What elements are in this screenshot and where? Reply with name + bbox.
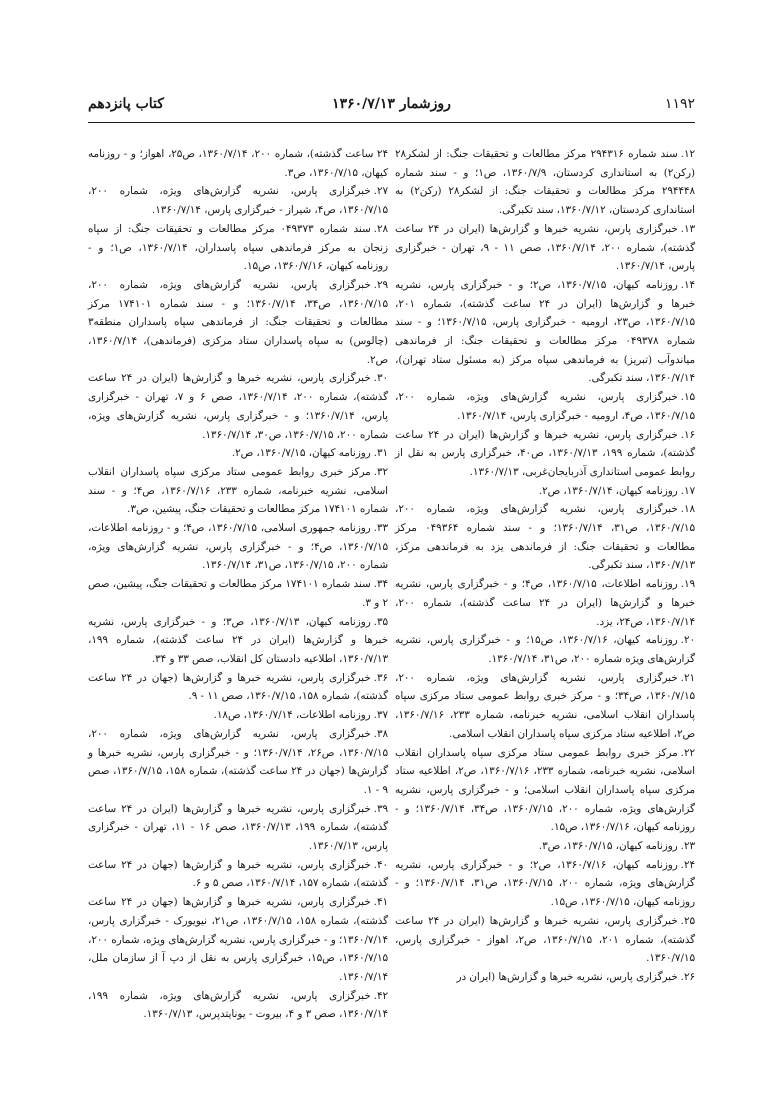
footnote xyxy=(395,276,695,388)
running-title: روزشمار ۱۳۶۰/۷/۱۳ xyxy=(332,96,451,112)
footnote xyxy=(395,220,695,276)
footnote xyxy=(395,500,695,575)
footnote-text: سند شماره ۰۴۹۳۷۳ مرکز مطالعات و تحقیقات جنگ: از سپاه زنجان به مرکز فرماندهی سپاه پاسداران، ۱۳۶۰/۷/۱۴، ص۱؛ و - روزنامه کیهان، ۱۳۶۰/۷/۱۶، ص۱۵. xyxy=(88,222,388,273)
footnote-text: مرکز خبری روابط عمومی ستاد مرکزی سپاه پاسداران انقلاب اسلامی، نشریه خبرنامه، شماره ۲۳۳، ۱۳۶۰/۷/۱۶، ص۲، اطلاعیه ستاد مرکزی سپاه پاسداران انقلاب اسلامی؛ و - خبرگزاری پارس، نشریه گزارش‌های ویژه، شماره ۲۰۰، ۱۳۶۰/۷/۱۵، ص۳۴، ۱۳۶۰/۷/۱۴؛ و - روزنامه کیهان، ۱۳۶۰/۷/۱۶، ص۱۵. xyxy=(395,746,695,834)
footnote-text: خبرگزاری پارس، نشریه گزارش‌های ویژه، شماره ۲۰۰، ۱۳۶۰/۷/۱۵، ص۳۱، ۱۳۶۰/۷/۱۴؛ و - سند شماره ۰۴۹۳۶۴ مرکز مطالعات و تحقیقات جنگ: از فرماندهی یزد به فرماندهی مرکز، ۱۳۶۰/۷/۱۳، سند تکبرگی. xyxy=(395,503,695,572)
footnote-text: مرکز خبری روابط عمومی ستاد مرکزی سپاه پاسداران انقلاب اسلامی، نشریه خبرنامه، شماره ۲۳۳، ۱۳۶۰/۷/۱۶، ص۴؛ و - سند شماره ۱۷۴۱۰۱ مرکز مطالعات و تحقیقات جنگ، پیشین، ص۳. xyxy=(88,465,388,516)
footnote-text: خبرگزاری پارس، نشریه خبرها و گزارش‌ها (جهان در ۲۴ ساعت گذشته)، شماره ۱۵۸، ۱۳۶۰/۷/۱۵، صص ۱۱ - ۹. xyxy=(88,671,388,703)
footnote-number: ۱۹. xyxy=(680,578,695,591)
footnote-text: روزنامه کیهان، ۱۳۶۰/۷/۱۶، ص۲؛ و - خبرگزاری پارس، نشریه گزارش‌های ویژه، شماره ۲۰۰، ۱۳۶۰/۷/۱۵، ص۳۱، ۱۳۶۰/۷/۱۴؛ و - روزنامه کیهان، ۱۳۶۰/۷/۱۵، ص۱۵. xyxy=(395,858,695,909)
footnote-number: ۳۸. xyxy=(373,727,388,740)
book-title: کتاب پانزدهم xyxy=(88,96,164,112)
page-number: ۱۱۹۲ xyxy=(664,96,695,112)
footnote-text: روزنامه جمهوری اسلامی، ۱۳۶۰/۷/۱۵، ص۴؛ و - روزنامه اطلاعات، ۱۳۶۰/۷/۱۵، ص۴؛ و - خبرگزاری پارس، نشریه گزارش‌های ویژه، شماره ۲۰۰، ۱۳۶۰/۷/۱۵، ص۳۱، ۱۳۶۰/۷/۱۴. xyxy=(88,522,389,572)
footnote-text: خبرگزاری پارس، نشریه گزارش‌های ویژه، شماره ۲۰۰، ۱۳۶۰/۷/۱۵، ص۲۶، ۱۳۶۰/۷/۱۴؛ و - خبرگزاری پارس، نشریه خبرها و گزارش‌ها (جهان در ۲۴ ساعت گذشته)، شماره ۱۵۸، ۱۳۶۰/۷/۱۵، صص ۹ - ۱. xyxy=(88,727,388,796)
footnote xyxy=(88,220,388,276)
footnote xyxy=(88,519,388,575)
footnote xyxy=(88,800,388,856)
footnote xyxy=(395,856,695,912)
footnote-number: ۳۹. xyxy=(373,802,388,815)
footnote-text: خبرگزاری پارس، نشریه خبرها و گزارش‌ها (ایران در ۲۴ ساعت گذشته)، شماره ۱۹۹، ۱۳۶۰/۷/۱۳، ص۴۰، خبرگزاری پارس به نقل از روابط عمومی استانداری آذربایجان‌غربی، ۱۳۶۰/۷/۱۳. xyxy=(395,428,695,478)
footnote-number: ۱۷. xyxy=(680,484,695,497)
footnote xyxy=(395,426,695,482)
footnote-number: ۱۸. xyxy=(680,503,695,516)
footnote-text: خبرگزاری پارس، نشریه خبرها و گزارش‌ها (ایران در xyxy=(456,970,678,983)
footnote-number: ۳۳. xyxy=(373,522,389,535)
footnote-number: ۱۶. xyxy=(680,428,695,441)
footnote-number: ۲۹. xyxy=(373,278,388,291)
footnote-text: خبرگزاری پارس، نشریه خبرها و گزارش‌ها (ایران در ۲۴ ساعت گذشته)، شماره ۲۰۰، ۱۳۶۰/۷/۱۴، صص ۱۱ - ۹، تهران - خبرگزاری پارس، ۱۳۶۰/۷/۱۴. xyxy=(395,222,695,273)
footnote-number: ۲۵. xyxy=(680,914,695,927)
footnote-text: خبرگزاری پارس، نشریه گزارش‌های ویژه، شماره ۲۰۰، ۱۳۶۰/۷/۱۵، ص۴، شیراز - خبرگزاری پارس، ۱۳۶۰/۷/۱۴. xyxy=(88,185,388,217)
footnote-number: ۱۳. xyxy=(680,222,695,235)
footnote-text: خبرگزاری پارس، نشریه گزارش‌های ویژه، شماره ۲۰۰، ۱۳۶۰/۷/۱۵، ص۳۴؛ و - مرکز خبری روابط عمومی ستاد مرکزی سپاه پاسداران انقلاب اسلامی، نشریه خبرنامه، شماره ۲۳۳، ۱۳۶۰/۷/۱۶، ص۲، اطلاعیه ستاد مرکزی سپاه پاسداران انقلاب اسلامی. xyxy=(395,671,696,740)
footnote-text: خبرگزاری پارس، نشریه گزارش‌های ویژه، شماره ۱۹۹، ۱۳۶۰/۷/۱۴، صص ۳ و ۴، بیروت - یونایتدپرس، ۱۳۶۰/۷/۱۳. xyxy=(88,989,388,1021)
footnote xyxy=(395,145,695,220)
footnote-text: ۲۴ ساعت گذشته)، شماره ۲۰۰، ۱۳۶۰/۷/۱۴، ص۲۵، اهواز؛ و - روزنامه کیهان، ۱۳۶۰/۷/۱۵، ص۳. xyxy=(88,148,388,179)
footnote-text: سند شماره ۲۹۴۳۱۶ مرکز مطالعات و تحقیقات جنگ: از لشکر۲۸ (رکن۲) به استانداری کردستان، ۱۳۶۰/۷/۹، ص۱؛ و - سند شماره ۲۹۴۴۴۸ مرکز مطالعات و تحقیقات جنگ: از لشکر۲۸ (رکن۲) به استانداری کردستان، ۱۳۶۰/۷/۱۲، سند تکبرگی. xyxy=(395,148,695,217)
footnote xyxy=(395,388,695,425)
footnote-number: ۴۱. xyxy=(373,896,389,909)
footnote xyxy=(88,856,388,893)
footnote-text: روزنامه کیهان، ۱۳۶۰/۷/۱۵، ص۲؛ و - خبرگزاری پارس، نشریه خبرها و گزارش‌ها (ایران در ۲۴ ساعت گذشته)، شماره ۲۰۱، ۱۳۶۰/۷/۱۵، ص۲۳، ارومیه - خبرگزاری پارس، ۱۳۶۰/۷/۱۵؛ و - سند شماره ۰۴۹۳۷۸ مرکز مطالعات و تحقیقات جنگ: از فرماندهی میاندوآب (تبریز) به فرماندهی سپاه مرکز (به مسئول ستاد تهران)، ۱۳۶۰/۷/۱۴، سند تکبرگی. xyxy=(395,278,696,385)
footnote-text: خبرگزاری پارس، نشریه خبرها و گزارش‌ها (ایران در ۲۴ ساعت گذشته)، شماره ۲۰۱، ۱۳۶۰/۷/۱۵، ص۲، اهواز - خبرگزاری پارس، ۱۳۶۰/۷/۱۵. xyxy=(395,914,695,965)
footnote-number: ۲۰. xyxy=(680,634,696,647)
footnote xyxy=(395,968,695,987)
footnote-number: ۳۰. xyxy=(373,372,388,385)
footnote-number: ۴۲. xyxy=(373,989,388,1002)
footnote-number: ۲۷. xyxy=(373,185,388,198)
footnote-text: خبرگزاری پارس، نشریه خبرها و گزارش‌ها (ایران در ۲۴ ساعت گذشته)، شماره ۱۹۹، ۱۳۶۰/۷/۱۳، صص ۱۶ - ۱۱، تهران - خبرگزاری پارس، ۱۳۶۰/۷/۱۳. xyxy=(88,802,388,853)
footnote xyxy=(88,987,388,1024)
footnote xyxy=(88,463,388,519)
header-rule xyxy=(88,122,695,123)
footnotes-left-column xyxy=(88,145,388,1024)
footnote-number: ۱۴. xyxy=(680,278,696,291)
footnote-number: ۱۵. xyxy=(680,391,695,404)
footnote-number: ۳۲. xyxy=(373,465,388,478)
footnote-number: ۱۲. xyxy=(680,148,695,160)
footnote-number: ۳۷. xyxy=(373,709,388,722)
page-header xyxy=(88,94,695,124)
footnote xyxy=(395,631,695,668)
footnote-text: روزنامه کیهان، ۱۳۶۰/۷/۱۵، ص۳. xyxy=(538,840,678,853)
footnote-number: ۳۵. xyxy=(373,615,389,628)
footnote xyxy=(395,575,695,631)
footnote xyxy=(88,575,388,612)
footnote xyxy=(88,182,388,219)
footnote xyxy=(88,725,388,800)
footnote-number: ۲۱. xyxy=(680,671,695,684)
footnote-text: خبرگزاری پارس، نشریه گزارش‌های ویژه، شماره ۲۰۰، ۱۳۶۰/۷/۱۵، ص۳۴، ۱۳۶۰/۷/۱۴؛ و - سند شماره ۱۷۴۱۰۱ مرکز مطالعات و تحقیقات جنگ: از فرماندهی سپاه پاسداران منطقه۳ (چالوس) به سپاه پاسداران ستاد مرکزی (فرماندهی)، ۱۳۶۰/۷/۱۴، ص۲. xyxy=(88,278,388,366)
footnote xyxy=(88,145,388,182)
footnote xyxy=(395,482,695,501)
footnote xyxy=(395,837,695,856)
footnote xyxy=(88,613,388,669)
footnote-number: ۲۸. xyxy=(373,222,388,235)
footnote-number: ۲۶. xyxy=(680,970,695,983)
footnote xyxy=(88,893,388,987)
footnote-text: خبرگزاری پارس، نشریه گزارش‌های ویژه، شماره ۲۰۰، ۱۳۶۰/۷/۱۵، ص۴، ارومیه - خبرگزاری پارس، ۱۳۶۰/۷/۱۴. xyxy=(395,391,695,422)
footnote xyxy=(88,706,388,725)
footnote-text: روزنامه اطلاعات، ۱۳۶۰/۷/۱۵، ص۴؛ و - خبرگزاری پارس، نشریه خبرها و گزارش‌ها (ایران در ۲۴ ساعت گذشته)، شماره ۲۰۰، ۱۳۶۰/۷/۱۴، ص۲۴، یزد. xyxy=(395,578,695,628)
footnote xyxy=(88,444,388,463)
footnote-text: خبرگزاری پارس، نشریه خبرها و گزارش‌ها (جهان در ۲۴ ساعت گذشته)، شماره ۱۵۸، ۱۳۶۰/۷/۱۵، ص۲۱، نیویورک - خبرگزاری پارس، ۱۳۶۰/۷/۱۴؛ و - خبرگزاری پارس، نشریه گزارش‌های ویژه، شماره ۲۰۰، ۱۳۶۰/۷/۱۵، ص۱۵، خبرگزاری پارس به نقل از دپ آ از سازمان ملل، ۱۳۶۰/۷/۱۴. xyxy=(88,896,389,983)
footnote-number: ۳۶. xyxy=(373,671,389,684)
footnote-text: سند شماره ۱۷۴۱۰۱ مرکز مطالعات و تحقیقات جنگ، پیشین، صص ۲ و ۳. xyxy=(88,578,388,609)
footnote xyxy=(395,669,695,744)
footnote xyxy=(395,912,695,968)
footnote-number: ۲۲. xyxy=(680,746,695,759)
footnote-text: روزنامه کیهان، ۱۳۶۰/۷/۱۴، ص۲. xyxy=(538,484,678,497)
footnotes-right-column xyxy=(395,145,695,987)
footnote xyxy=(88,369,388,444)
footnote-number: ۳۱. xyxy=(373,447,388,460)
footnote xyxy=(88,669,388,706)
footnote xyxy=(395,744,695,838)
footnote-text: روزنامه کیهان، ۱۳۶۰/۷/۱۳، ص۳؛ و - خبرگزاری پارس، نشریه خبرها و گزارش‌ها (ایران در ۲۴ ساعت گذشته)، شماره ۱۹۹، ۱۳۶۰/۷/۱۳، اطلاعیه دادستان کل انقلاب، صص ۳۳ و ۳۴. xyxy=(88,615,388,665)
footnote-number: ۳۴. xyxy=(373,578,388,591)
footnote-number: ۲۳. xyxy=(680,840,695,853)
footnote-text: خبرگزاری پارس، نشریه خبرها و گزارش‌ها (ایران در ۲۴ ساعت گذشته)، شماره ۲۰۰، ۱۳۶۰/۷/۱۴، صص ۶ و ۷، تهران - خبرگزاری پارس، ۱۳۶۰/۷/۱۴؛ و - خبرگزاری پارس، نشریه گزارش‌های ویژه، شماره ۲۰۰، ۱۳۶۰/۷/۱۵، ص۳۰، ۱۳۶۰/۷/۱۴. xyxy=(88,372,388,441)
footnote-number: ۲۴. xyxy=(680,858,696,871)
footnote-text: روزنامه اطلاعات، ۱۳۶۰/۷/۱۴، ص۱۸. xyxy=(213,709,371,722)
footnote-text: روزنامه کیهان، ۱۳۶۰/۷/۱۶، ص۱۵؛ و - خبرگزاری پارس، نشریه گزارش‌های ویژه شماره ۲۰۰، ص۳۱، ۱۳۶۰/۷/۱۴. xyxy=(395,634,695,665)
footnote xyxy=(88,276,388,370)
footnote-number: ۴۰. xyxy=(373,858,389,871)
footnote-text: خبرگزاری پارس، نشریه خبرها و گزارش‌ها (جهان در ۲۴ ساعت گذشته)، شماره ۱۵۷، ۱۳۶۰/۷/۱۴، صص ۵ و ۶. xyxy=(88,858,388,890)
footnote-text: روزنامه کیهان، ۱۳۶۰/۷/۱۵، ص۲. xyxy=(231,447,371,460)
